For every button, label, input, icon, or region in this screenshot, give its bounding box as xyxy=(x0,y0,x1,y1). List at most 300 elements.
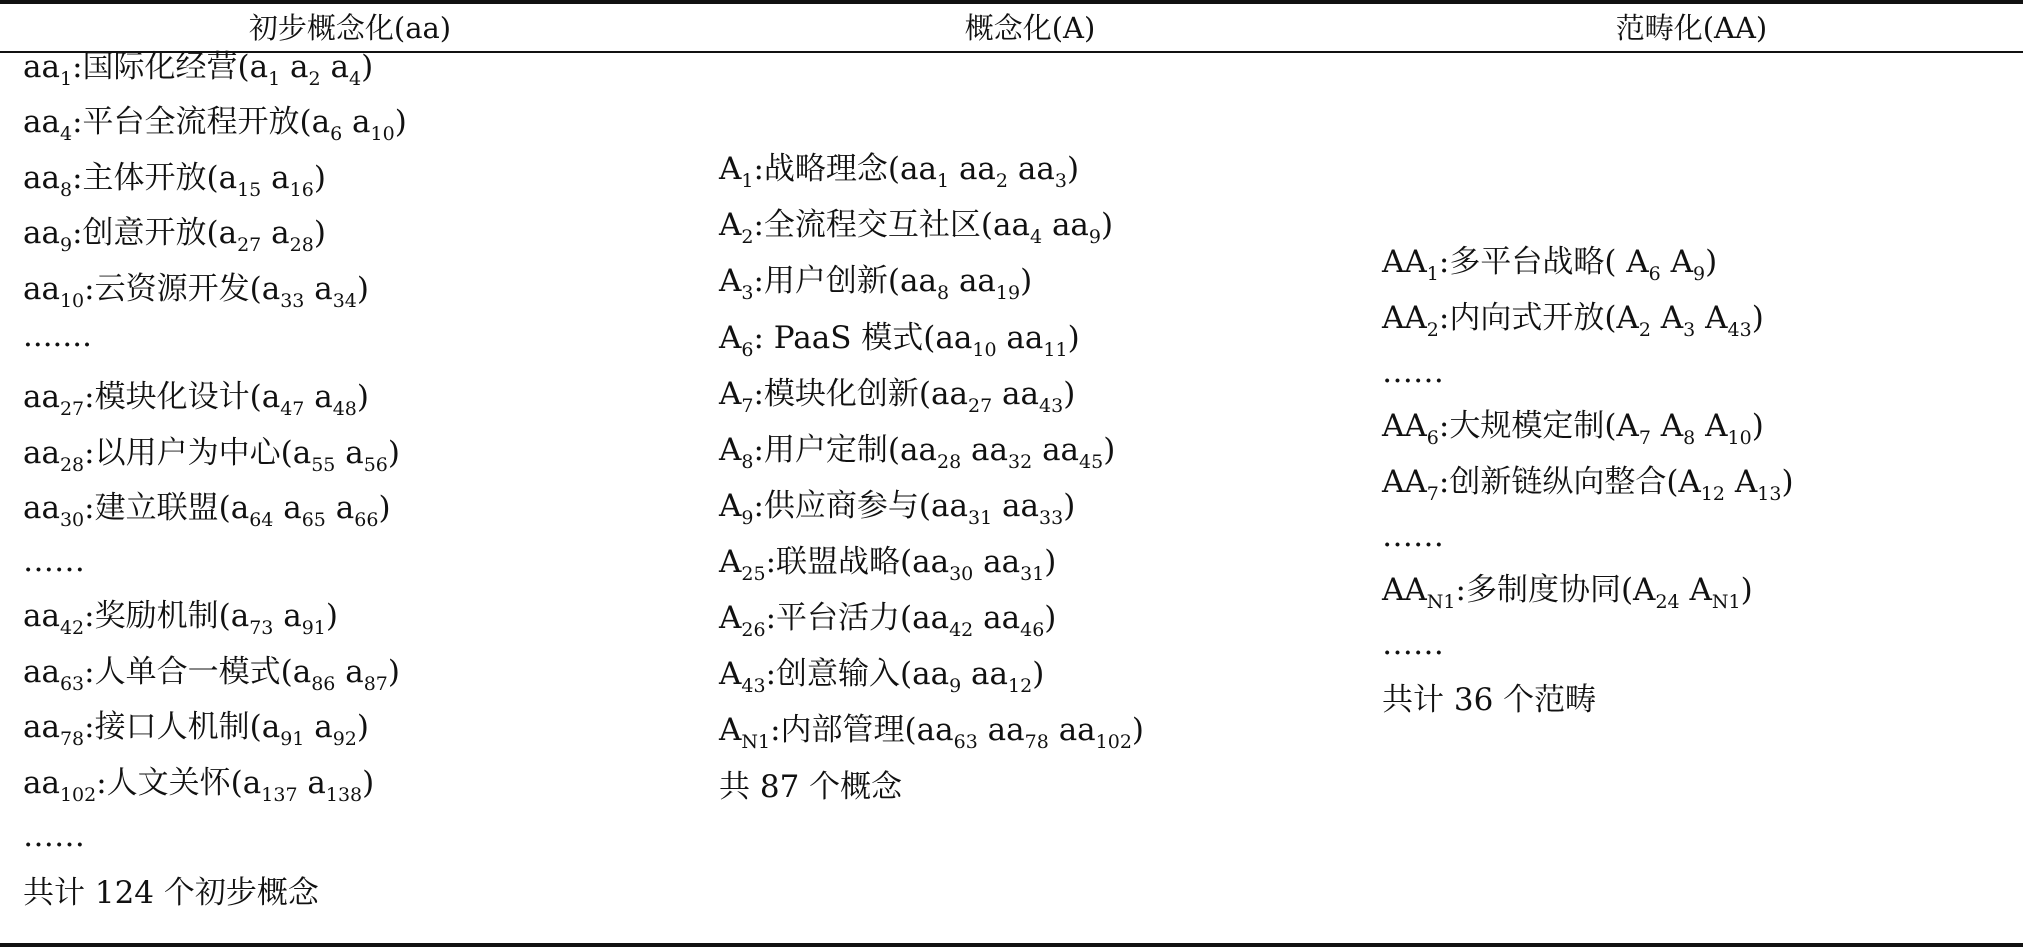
row-arg-code-subscript: 43 xyxy=(1727,319,1752,341)
row-arg-code xyxy=(311,104,343,145)
row-arg-code xyxy=(1660,408,1696,449)
table-row xyxy=(1382,462,1794,505)
row-arg-code-subscript: 64 xyxy=(249,509,274,531)
row-arg-code-base: aa xyxy=(971,656,1009,692)
row-label: :建立联盟( xyxy=(84,490,231,526)
row-arg-code-subscript: 28 xyxy=(937,451,962,473)
row-code-subscript: 1 xyxy=(59,68,73,90)
row-code-base: AA xyxy=(1382,464,1427,500)
row-arg-code-base: A xyxy=(1660,300,1684,336)
table-row xyxy=(23,763,375,806)
row-arg-code-subscript: 65 xyxy=(301,509,326,531)
row-arg-code-subscript: 102 xyxy=(1095,731,1132,753)
row-arg-code-subscript: 66 xyxy=(354,509,379,531)
row-arg-code-base: a xyxy=(307,765,326,801)
row-close-paren: ) xyxy=(1044,600,1057,636)
row-arg-code-subscript: 10 xyxy=(1727,427,1752,449)
row-code-base: A xyxy=(719,151,742,187)
row-label: :内向式开放( xyxy=(1438,300,1617,336)
row-arg-code-base: aa xyxy=(931,488,968,524)
row-close-paren: ) xyxy=(1740,572,1753,608)
table-row xyxy=(23,873,319,913)
row-close-paren: ) xyxy=(356,271,370,307)
row-arg-code-base: A xyxy=(1626,244,1649,280)
row-arg-code-base: a xyxy=(292,435,312,471)
row-close-paren: ) xyxy=(387,435,401,471)
row-arg-code-subscript: 4 xyxy=(1030,226,1043,248)
row-arg-code xyxy=(983,600,1045,641)
row-arg-code xyxy=(261,379,305,420)
row-code-subscript: 78 xyxy=(59,728,85,750)
row-arg-code-subscript: 9 xyxy=(1693,263,1706,285)
row-text: 共 87 个概念 xyxy=(719,769,903,805)
row-arg-code-base: aa xyxy=(900,263,937,299)
row-arg-code-base: a xyxy=(218,215,238,251)
row-code-subscript: 9 xyxy=(59,234,73,256)
row-arg-code xyxy=(912,600,974,641)
row-code-base: A xyxy=(719,712,742,748)
table-row xyxy=(23,158,326,201)
header-preliminary-concepts: 初步概念化(aa) xyxy=(248,11,452,45)
row-code-base: A xyxy=(719,544,742,580)
row-label: :供应商参与( xyxy=(753,488,932,524)
row-label: :云资源开发( xyxy=(84,271,262,307)
row-label: :主体开放( xyxy=(72,160,219,196)
row-code-base: A xyxy=(719,376,742,412)
row-arg-code xyxy=(931,376,993,417)
table-row xyxy=(23,102,407,145)
row-arg-code-base: aa xyxy=(1042,432,1080,468)
row-code-subscript: 25 xyxy=(741,563,766,585)
row-arg-code-subscript: 30 xyxy=(949,563,974,585)
row-label: :战略理念( xyxy=(753,151,901,187)
row-code-subscript: 63 xyxy=(59,673,85,695)
row-label: :全流程交互社区( xyxy=(753,207,994,243)
table-row xyxy=(719,542,1057,585)
row-arg-code-base: aa xyxy=(993,207,1030,243)
row-close-paren: ) xyxy=(1066,151,1080,187)
row-label: :模块化设计( xyxy=(84,379,262,415)
row-text: …… xyxy=(23,818,85,854)
row-arg-code xyxy=(352,104,395,145)
row-arg-code xyxy=(230,598,274,639)
row-label: :接口人机制( xyxy=(84,709,262,745)
row-code-base: aa xyxy=(23,160,60,196)
row-arg-code-base: a xyxy=(283,598,302,634)
row-arg-code-base: a xyxy=(218,160,238,196)
row-code-subscript: 2 xyxy=(741,226,754,248)
row-arg-code xyxy=(983,544,1045,585)
row-code-base: A xyxy=(719,320,742,356)
row-code-base: aa xyxy=(23,215,60,251)
row-code-subscript: 8 xyxy=(741,451,754,473)
row-arg-code-subscript: 8 xyxy=(937,282,950,304)
row-arg-code xyxy=(1616,408,1651,449)
row-arg-code xyxy=(1660,300,1696,341)
row-code-subscript: 4 xyxy=(59,123,73,145)
row-arg-code-subscript: 2 xyxy=(1638,319,1651,341)
row-arg-code-subscript: 19 xyxy=(995,282,1021,304)
row-arg-code-base: a xyxy=(314,379,333,415)
row-arg-code-base: A xyxy=(1616,408,1639,444)
row-arg-code xyxy=(958,263,1021,304)
row-arg-code-subscript: 86 xyxy=(311,673,336,695)
row-arg-code-base: aa xyxy=(912,544,950,580)
row-close-paren: ) xyxy=(356,709,370,745)
row-arg-code-base: aa xyxy=(1002,488,1040,524)
row-code-subscript: 1 xyxy=(741,170,754,192)
row-label: :创新链纵向整合( xyxy=(1438,464,1679,500)
row-arg-code xyxy=(345,654,388,695)
row-arg-code xyxy=(242,765,298,806)
table-row xyxy=(719,149,1080,192)
row-code-subscript: 42 xyxy=(59,617,85,639)
table-row xyxy=(23,433,401,476)
table-row xyxy=(23,213,326,256)
table-row xyxy=(1382,406,1764,449)
row-code-subscript: 3 xyxy=(741,282,754,304)
row-close-paren: ) xyxy=(356,379,370,415)
row-arg-code-subscript: 87 xyxy=(363,673,388,695)
row-arg-code-subscript: 6 xyxy=(1648,263,1661,285)
row-arg-code-base: a xyxy=(311,104,331,140)
row-arg-code-base: a xyxy=(352,104,371,140)
row-arg-code xyxy=(1051,207,1102,248)
row-code-subscript: 102 xyxy=(59,784,97,806)
row-arg-code-base: aa xyxy=(900,151,937,187)
row-arg-code-subscript: 9 xyxy=(949,675,962,697)
row-text: …… xyxy=(1382,626,1444,662)
row-arg-code xyxy=(345,435,388,476)
row-arg-code-base: aa xyxy=(1002,376,1040,412)
row-code-base: aa xyxy=(23,271,60,307)
row-arg-code-base: a xyxy=(230,490,250,526)
row-arg-code-base: a xyxy=(261,379,281,415)
row-arg-code-subscript: N1 xyxy=(1711,591,1741,613)
row-code-base: aa xyxy=(23,709,60,745)
row-arg-code-subscript: 78 xyxy=(1024,731,1049,753)
row-arg-code xyxy=(1633,572,1680,613)
row-arg-code-base: a xyxy=(242,765,262,801)
row-arg-code-base: aa xyxy=(1058,712,1096,748)
row-arg-code-subscript: 27 xyxy=(237,234,262,256)
row-arg-code-subscript: 33 xyxy=(1039,507,1064,529)
row-code-subscript: 6 xyxy=(741,339,754,361)
row-close-paren: ) xyxy=(1067,320,1080,356)
row-arg-code-base: a xyxy=(230,598,250,634)
table-row xyxy=(1382,680,1596,720)
row-label: :用户创新( xyxy=(753,263,901,299)
row-arg-code-subscript: 13 xyxy=(1757,483,1782,505)
table-bottom-rule xyxy=(0,943,2023,947)
row-code-base: AA xyxy=(1382,572,1427,608)
row-arg-code-subscript: 10 xyxy=(370,123,395,145)
row-arg-code xyxy=(314,379,357,420)
row-text: 共计 36 个范畴 xyxy=(1382,682,1597,718)
row-code-base: aa xyxy=(23,598,60,634)
table-row xyxy=(719,486,1076,529)
row-close-paren: ) xyxy=(1020,263,1033,299)
row-arg-code xyxy=(314,271,357,312)
row-arg-code xyxy=(249,49,281,90)
row-label: :平台活力( xyxy=(765,600,913,636)
row-arg-code xyxy=(1616,300,1651,341)
row-arg-code xyxy=(335,490,379,531)
row-close-paren: ) xyxy=(1063,376,1076,412)
row-arg-code xyxy=(935,320,997,361)
table-row xyxy=(719,710,1145,753)
row-arg-code xyxy=(261,271,305,312)
table-row xyxy=(23,377,370,420)
table-row xyxy=(23,47,374,90)
row-close-paren: ) xyxy=(361,49,374,85)
row-arg-code-subscript: 3 xyxy=(1054,170,1067,192)
row-close-paren: ) xyxy=(394,104,407,140)
row-arg-code-base: A xyxy=(1670,244,1694,280)
row-arg-code xyxy=(958,151,1009,192)
row-arg-code-base: A xyxy=(1705,300,1728,336)
table-row xyxy=(719,318,1080,361)
row-arg-code-subscript: 42 xyxy=(949,619,974,641)
row-arg-code xyxy=(330,49,362,90)
row-label: :模块化创新( xyxy=(753,376,932,412)
row-code-base: A xyxy=(719,263,742,299)
row-code-subscript: 2 xyxy=(1426,319,1439,341)
row-label: :以用户为中心( xyxy=(84,435,293,471)
row-arg-code xyxy=(900,151,950,192)
table-row xyxy=(1382,570,1753,613)
row-arg-code xyxy=(218,160,262,201)
table-row xyxy=(23,325,92,365)
row-arg-code-subscript: 1 xyxy=(268,68,281,90)
row-arg-code-base: aa xyxy=(1017,151,1055,187)
row-arg-code xyxy=(912,544,974,585)
row-arg-code xyxy=(1689,572,1741,613)
row-arg-code xyxy=(218,215,262,256)
row-arg-code xyxy=(916,712,978,753)
table-row xyxy=(719,598,1057,641)
table-row xyxy=(1382,298,1764,341)
row-arg-code-subscript: 2 xyxy=(995,170,1009,192)
row-arg-code-subscript: 1 xyxy=(937,170,950,192)
row-label: :联盟战略( xyxy=(765,544,913,580)
row-arg-code-subscript: 32 xyxy=(1008,451,1033,473)
row-arg-code xyxy=(292,435,336,476)
table-row xyxy=(23,652,401,695)
row-arg-code-base: aa xyxy=(935,320,973,356)
header-concepts: 概念化(A) xyxy=(964,11,1096,45)
row-arg-code xyxy=(1002,376,1064,417)
row-arg-code-subscript: 3 xyxy=(1683,319,1696,341)
row-arg-code-subscript: 48 xyxy=(332,398,357,420)
row-code-base: aa xyxy=(23,435,60,471)
row-arg-code-base: a xyxy=(271,160,290,196)
row-arg-code-subscript: 56 xyxy=(363,454,388,476)
row-arg-code xyxy=(271,160,314,201)
row-arg-code-base: a xyxy=(283,490,302,526)
table-row xyxy=(719,261,1033,304)
row-arg-code-base: a xyxy=(271,215,290,251)
table-row xyxy=(23,596,339,639)
row-code-subscript: 7 xyxy=(741,395,754,417)
row-arg-code-subscript: 16 xyxy=(289,179,314,201)
row-label: :人单合一模式( xyxy=(84,654,293,690)
row-label: :创意开放( xyxy=(72,215,219,251)
row-arg-code-base: a xyxy=(345,435,364,471)
row-arg-code-subscript: 4 xyxy=(348,68,362,90)
row-arg-code-subscript: 43 xyxy=(1039,395,1064,417)
row-arg-code-subscript: 10 xyxy=(972,339,997,361)
row-arg-code-subscript: 63 xyxy=(953,731,978,753)
row-close-paren: ) xyxy=(313,160,326,196)
row-label: :人文关怀( xyxy=(96,765,243,801)
row-label: :创意输入( xyxy=(765,656,913,692)
table-row xyxy=(1382,352,1444,392)
row-close-paren: ) xyxy=(1044,544,1057,580)
row-text: …… xyxy=(1382,518,1444,554)
row-arg-code xyxy=(290,49,321,90)
table-row xyxy=(1382,516,1444,556)
row-text: 共计 124 个初步概念 xyxy=(23,875,319,911)
row-arg-code-subscript: 9 xyxy=(1088,226,1102,248)
row-code-base: aa xyxy=(23,49,60,85)
row-code-subscript: 27 xyxy=(59,398,85,420)
row-code-subscript: N1 xyxy=(741,731,771,753)
row-code-subscript: 7 xyxy=(1426,483,1439,505)
row-arg-code-subscript: 12 xyxy=(1008,675,1033,697)
row-arg-code xyxy=(230,490,274,531)
row-label: :多平台战略( xyxy=(1438,244,1627,280)
row-arg-code xyxy=(314,709,357,750)
row-arg-code-subscript: 46 xyxy=(1020,619,1045,641)
row-arg-code xyxy=(971,656,1033,697)
row-close-paren: ) xyxy=(1032,656,1045,692)
row-code-subscript: 30 xyxy=(59,509,85,531)
row-arg-code-base: A xyxy=(1660,408,1684,444)
row-arg-code-base: a xyxy=(249,49,269,85)
row-close-paren: ) xyxy=(1781,464,1794,500)
row-arg-code-base: aa xyxy=(912,600,950,636)
row-arg-code-base: A xyxy=(1705,408,1728,444)
row-arg-code-subscript: 2 xyxy=(308,68,321,90)
row-close-paren: ) xyxy=(325,598,339,634)
row-arg-code xyxy=(271,215,314,256)
row-arg-code-base: aa xyxy=(1051,207,1089,243)
table-row xyxy=(23,269,370,312)
row-code-subscript: 1 xyxy=(1426,263,1439,285)
row-label: :用户定制( xyxy=(753,432,901,468)
row-code-base: AA xyxy=(1382,408,1427,444)
row-arg-code-subscript: 45 xyxy=(1079,451,1104,473)
row-label: : PaaS 模式( xyxy=(753,320,936,356)
row-code-subscript: 6 xyxy=(1426,427,1439,449)
row-arg-code xyxy=(900,432,962,473)
row-close-paren: ) xyxy=(378,490,391,526)
row-arg-code-subscript: 92 xyxy=(332,728,357,750)
row-close-paren: ) xyxy=(1705,244,1718,280)
row-close-paren: ) xyxy=(362,765,375,801)
row-arg-code-base: A xyxy=(1633,572,1656,608)
row-arg-code-subscript: 91 xyxy=(301,617,326,639)
row-close-paren: ) xyxy=(313,215,326,251)
table-row xyxy=(23,707,370,750)
row-arg-code-subscript: 27 xyxy=(968,395,993,417)
row-arg-code-subscript: 138 xyxy=(325,784,363,806)
table-row xyxy=(719,205,1114,248)
row-arg-code xyxy=(1058,712,1132,753)
row-label: :国际化经营( xyxy=(72,49,250,85)
table-row xyxy=(1382,242,1718,285)
row-arg-code-subscript: 6 xyxy=(330,123,343,145)
row-arg-code xyxy=(283,490,326,531)
row-arg-code-subscript: 31 xyxy=(968,507,993,529)
row-arg-code-base: a xyxy=(335,490,355,526)
row-arg-code-subscript: 15 xyxy=(237,179,262,201)
row-arg-code-base: a xyxy=(314,709,333,745)
row-arg-code-base: aa xyxy=(958,151,996,187)
row-label: :平台全流程开放( xyxy=(72,104,312,140)
row-code-subscript: 10 xyxy=(59,290,85,312)
row-arg-code-base: aa xyxy=(916,712,954,748)
row-code-base: A xyxy=(719,488,742,524)
row-code-base: A xyxy=(719,600,742,636)
row-arg-code-base: a xyxy=(261,271,281,307)
row-code-base: aa xyxy=(23,490,60,526)
row-close-paren: ) xyxy=(1751,408,1764,444)
table-row xyxy=(23,488,391,531)
row-arg-code xyxy=(283,598,326,639)
row-arg-code xyxy=(1705,300,1752,341)
row-arg-code-subscript: 31 xyxy=(1020,563,1045,585)
table-row xyxy=(719,767,902,807)
row-arg-code xyxy=(987,712,1049,753)
row-arg-code xyxy=(292,654,336,695)
row-arg-code xyxy=(1670,244,1706,285)
row-arg-code-base: aa xyxy=(971,432,1009,468)
row-arg-code xyxy=(1017,151,1067,192)
row-code-subscript: 26 xyxy=(741,619,766,641)
row-arg-code-subscript: 34 xyxy=(332,290,357,312)
row-arg-code-base: A xyxy=(1678,464,1701,500)
row-arg-code xyxy=(900,263,950,304)
row-label: :大规模定制( xyxy=(1438,408,1617,444)
row-code-base: aa xyxy=(23,379,60,415)
row-arg-code xyxy=(1002,488,1064,529)
row-close-paren: ) xyxy=(1063,488,1076,524)
row-code-base: aa xyxy=(23,765,60,801)
row-arg-code-subscript: 55 xyxy=(311,454,336,476)
row-close-paren: ) xyxy=(387,654,401,690)
row-arg-code xyxy=(1042,432,1104,473)
row-code-base: AA xyxy=(1382,300,1427,336)
row-arg-code xyxy=(1678,464,1725,505)
row-arg-code-subscript: 33 xyxy=(280,290,305,312)
row-close-paren: ) xyxy=(1103,432,1116,468)
row-code-subscript: 43 xyxy=(741,675,766,697)
row-arg-code-base: A xyxy=(1734,464,1758,500)
row-code-subscript: 28 xyxy=(59,454,85,476)
row-code-base: aa xyxy=(23,104,60,140)
row-arg-code-base: aa xyxy=(900,432,937,468)
table-row xyxy=(23,816,85,856)
row-arg-code xyxy=(993,207,1043,248)
row-arg-code xyxy=(931,488,993,529)
row-arg-code-subscript: 11 xyxy=(1043,339,1068,361)
row-code-base: aa xyxy=(23,654,60,690)
row-arg-code-base: A xyxy=(1689,572,1712,608)
row-arg-code xyxy=(1626,244,1661,285)
row-arg-code xyxy=(971,432,1033,473)
